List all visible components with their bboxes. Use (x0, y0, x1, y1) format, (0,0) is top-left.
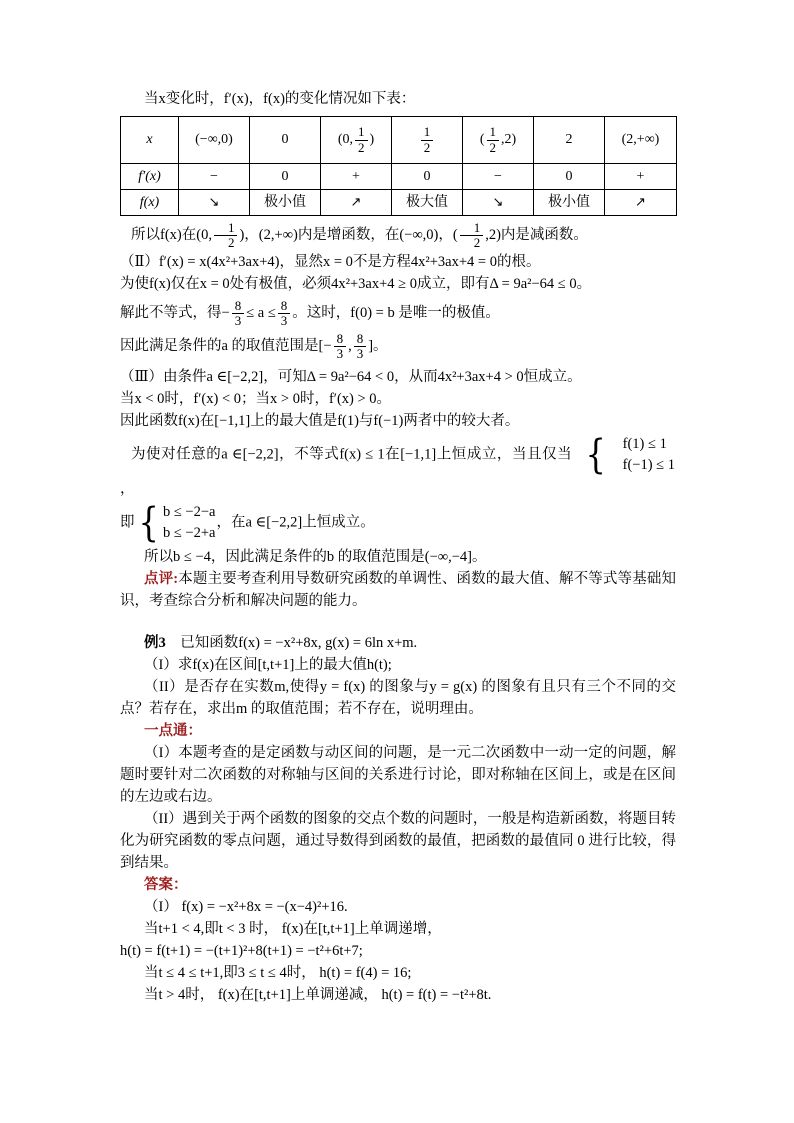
table-cell (534, 190, 605, 216)
paragraph-hint-label (120, 720, 676, 742)
table-row-f (121, 190, 677, 216)
fraction (334, 332, 347, 362)
fraction-denominator: 2 (489, 139, 496, 155)
text-run: 当t ≤ 4 ≤ t+1,即3 ≤ t ≤ 4时， h(t) = f(4) = 16; (144, 964, 412, 981)
text-run: 。这时，f(0) = b 是唯一的极值。 (292, 304, 500, 321)
fraction-numerator: 1 (487, 125, 500, 140)
fraction-numerator: 8 (334, 332, 347, 347)
paragraph-answer-label (120, 874, 676, 896)
table-cell-f-label (121, 190, 179, 216)
text-run: 本题主要考查利用导数研究函数的单调性、函数的最大值、解不等式等基础知识，考查综合分析和解决问题的能力。 (120, 570, 676, 609)
table-cell-fprime-label (121, 164, 179, 190)
paragraph-question2 (120, 676, 676, 720)
paragraph-part2 (120, 251, 676, 273)
cell-text: 极小值 (264, 194, 306, 210)
paragraph-range-b (120, 546, 676, 568)
table-row-fprime (121, 164, 677, 190)
cell-text: − (210, 168, 218, 184)
cases-block (573, 431, 675, 478)
cell-text: (0, (337, 132, 353, 148)
text-run: 当t+1 < 4,即t < 3 时， f(x)在[t,t+1]上单调递增， (144, 920, 442, 937)
cases-rows (610, 434, 675, 476)
text-run: ]。 (368, 338, 388, 355)
table-cell (250, 117, 321, 164)
x-label: x (146, 132, 153, 147)
table-cell (392, 190, 463, 216)
down-arrow-icon: ↘ (208, 194, 220, 210)
paragraph-sign (120, 388, 676, 410)
cases-block (136, 499, 216, 546)
paragraph-example3 (120, 632, 676, 654)
fraction-numerator: 1 (460, 221, 484, 236)
cell-text: 0 (423, 168, 431, 184)
fraction (460, 221, 484, 251)
fraction-denominator: 2 (358, 139, 365, 155)
paragraph-solve (120, 299, 676, 329)
table-cell (534, 117, 605, 164)
fraction-denominator: 2 (227, 235, 235, 251)
cell-text: ) (369, 132, 375, 148)
up-arrow-icon: ↗ (635, 194, 646, 210)
cell-text: (−∞,0) (195, 132, 233, 147)
fraction (214, 221, 238, 251)
text-run: 为使f(x)仅在x = 0处有极值，必须4x²+3ax+4 ≥ 0成立，即有Δ = 9a²−64 ≤ 0。 (120, 275, 592, 292)
case-line: f(−1) ≤ 1 (622, 456, 675, 473)
fraction (278, 299, 291, 329)
cell-text: 2 (565, 132, 573, 147)
table-cell (463, 190, 534, 216)
cell-text: + (352, 168, 360, 184)
cell-text: (2,+∞) (621, 132, 660, 147)
text-run: 所以b ≤ −4，因此满足条件的b 的取值范围是(−∞,−4]。 (144, 548, 487, 565)
paragraph-answer5 (120, 984, 676, 1006)
fraction-numerator: 8 (278, 299, 291, 314)
paragraph-comment (120, 568, 676, 612)
fraction (421, 125, 434, 155)
text-run: 因此满足条件的a 的取值范围是[− (120, 338, 332, 355)
paragraph-cases-b (120, 500, 676, 546)
table-cell (605, 190, 677, 216)
text-run: （I）本题考查的是定函数与动区间的问题，是一元二次函数中一动一定的问题，解题时要针对二次函数的对称轴与区间的关系进行讨论，即对称轴在区间上，或是在区间的左边或右边。 (120, 744, 676, 805)
text-run: （Ⅲ）由条件a ∈[−2,2]，可知Δ = 9a²−64 < 0，从而4x²+3ax+4 > 0恒成立。 (120, 368, 582, 385)
cell-text: ,2) (501, 132, 517, 148)
left-brace-icon: { (585, 431, 606, 478)
paragraph-hint1 (120, 742, 676, 808)
text-run: ， (120, 480, 135, 497)
table-cell (250, 190, 321, 216)
fraction-numerator: 1 (421, 125, 434, 140)
text-run: 已知函数f(x) = −x²+8x, g(x) = 6ln x+m. (180, 634, 418, 651)
table-cell (463, 117, 534, 164)
case-line: b ≤ −2−a (162, 503, 216, 520)
paragraph-hint2 (120, 808, 676, 874)
paragraph-increase (120, 221, 676, 251)
case-line: b ≤ −2+a (162, 524, 216, 541)
fraction-denominator: 3 (234, 312, 242, 328)
table-cell (392, 117, 463, 164)
example-label: 例3 (144, 634, 166, 651)
table-cell-x-label (121, 117, 179, 164)
table-cell (321, 190, 392, 216)
up-arrow-icon: ↗ (350, 194, 362, 210)
text-run: 当t > 4时， f(x)在[t,t+1]上单调递减， h(t) = f(t) = −t²+8t. (144, 986, 492, 1003)
down-arrow-icon: ↘ (492, 194, 504, 210)
answer-label: 答案： (144, 876, 188, 893)
intro-text: 当x变化时，f′(x)，f(x)的变化情况如下表： (144, 91, 416, 107)
text-run: （I） f(x) = −x²+8x = −(x−4)²+16. (144, 898, 348, 915)
fraction (355, 125, 368, 155)
cell-text: + (636, 168, 645, 184)
cell-text: 0 (565, 168, 573, 184)
table-cell (250, 164, 321, 190)
paragraph-answer3 (120, 940, 676, 962)
table-cell (392, 164, 463, 190)
fraction-denominator: 2 (423, 139, 431, 155)
text-run: （Ⅱ）f′(x) = x(4x²+3ax+4)，显然x = 0不是方程4x²+3ax+4 = 0的根。 (120, 253, 541, 270)
text-run: 解此不等式，得− (120, 304, 230, 321)
table-cell (605, 164, 677, 190)
text-run: )，(2,+∞)内是增函数，在(−∞,0)，( (239, 227, 458, 244)
cell-text: − (494, 168, 502, 184)
paragraph-answer2 (120, 918, 676, 940)
cell-text: 极大值 (406, 194, 448, 210)
table-cell (179, 190, 250, 216)
fraction-numerator: 1 (355, 125, 368, 140)
paragraph-cases-f (120, 432, 676, 500)
text-run: （II）是否存在实数m,使得y = f(x) 的图象与y = g(x) 的图象有且只有三个不同的交点？若存在，求出m 的取值范围；若不存在，说明理由。 (120, 678, 676, 717)
text-run: 当x < 0时，f′(x) < 0；当x > 0时，f′(x) > 0。 (120, 390, 392, 407)
paragraph-part3 (120, 366, 676, 388)
fraction (487, 125, 500, 155)
fraction-denominator: 2 (473, 235, 481, 251)
paragraph-range-a (120, 332, 676, 362)
paragraph-max (120, 410, 676, 432)
paragraph-condition (120, 273, 676, 295)
fraction-numerator: 1 (214, 221, 238, 236)
fraction-denominator: 3 (280, 312, 288, 328)
table-cell (463, 164, 534, 190)
fraction-denominator: 3 (356, 346, 364, 362)
cases-rows (161, 502, 216, 544)
left-brace-icon: { (138, 499, 159, 546)
paragraph-question1 (120, 654, 676, 676)
paragraph-answer1 (120, 896, 676, 918)
text-run: h(t) = f(t+1) = −(t+1)²+8(t+1) = −t²+6t+7; (120, 942, 363, 959)
text-run: ,2)内是减函数。 (485, 227, 588, 244)
cell-text: 0 (281, 132, 289, 147)
table-cell (321, 117, 392, 164)
fraction (354, 332, 367, 362)
paragraph-answer4 (120, 962, 676, 984)
fraction (232, 299, 245, 329)
cell-text: ( (479, 132, 485, 148)
table-cell (534, 164, 605, 190)
cell-text: 极小值 (548, 194, 590, 210)
text-run: ，在a ∈[−2,2]上恒成立。 (216, 514, 375, 531)
text-run: （II）遇到关于两个函数的图象的交点个数的问题时，一般是构造新函数，将题目转化为研究函数的零点问题，通过导数得到函数的最值，把函数的最值同 0 进行比较，得到结果。 (120, 810, 676, 871)
fraction-numerator: 8 (354, 332, 367, 347)
table-cell (605, 117, 677, 164)
text-run: 因此函数f(x)在[−1,1]上的最大值是f(1)与f(−1)两者中的较大者。 (120, 412, 520, 429)
case-line: f(1) ≤ 1 (622, 435, 667, 452)
fraction-denominator: 3 (336, 346, 344, 362)
text-run: （I）求f(x)在区间[t,t+1]上的最大值h(t); (144, 656, 392, 673)
table-cell (179, 164, 250, 190)
variation-table (120, 116, 677, 216)
text-run: , (348, 338, 352, 355)
table-row-x (121, 117, 677, 164)
fraction-numerator: 8 (232, 299, 245, 314)
text-run: 所以f(x)在(0, (131, 227, 212, 244)
text-run: ≤ a ≤ (246, 304, 276, 321)
comment-label: 点评: (144, 570, 179, 587)
table-cell (321, 164, 392, 190)
text-run: 即 (120, 514, 135, 531)
fprime-label: f′(x) (138, 168, 161, 184)
text-run: 为使对任意的a ∈[−2,2]，不等式f(x) ≤ 1在[−1,1]上恒成立，当且仅当 (131, 446, 573, 463)
cell-text: 0 (281, 168, 289, 184)
table-cell (179, 117, 250, 164)
intro-paragraph (120, 88, 676, 110)
hint-label: 一点通： (144, 722, 202, 739)
f-label: f(x) (139, 194, 160, 210)
